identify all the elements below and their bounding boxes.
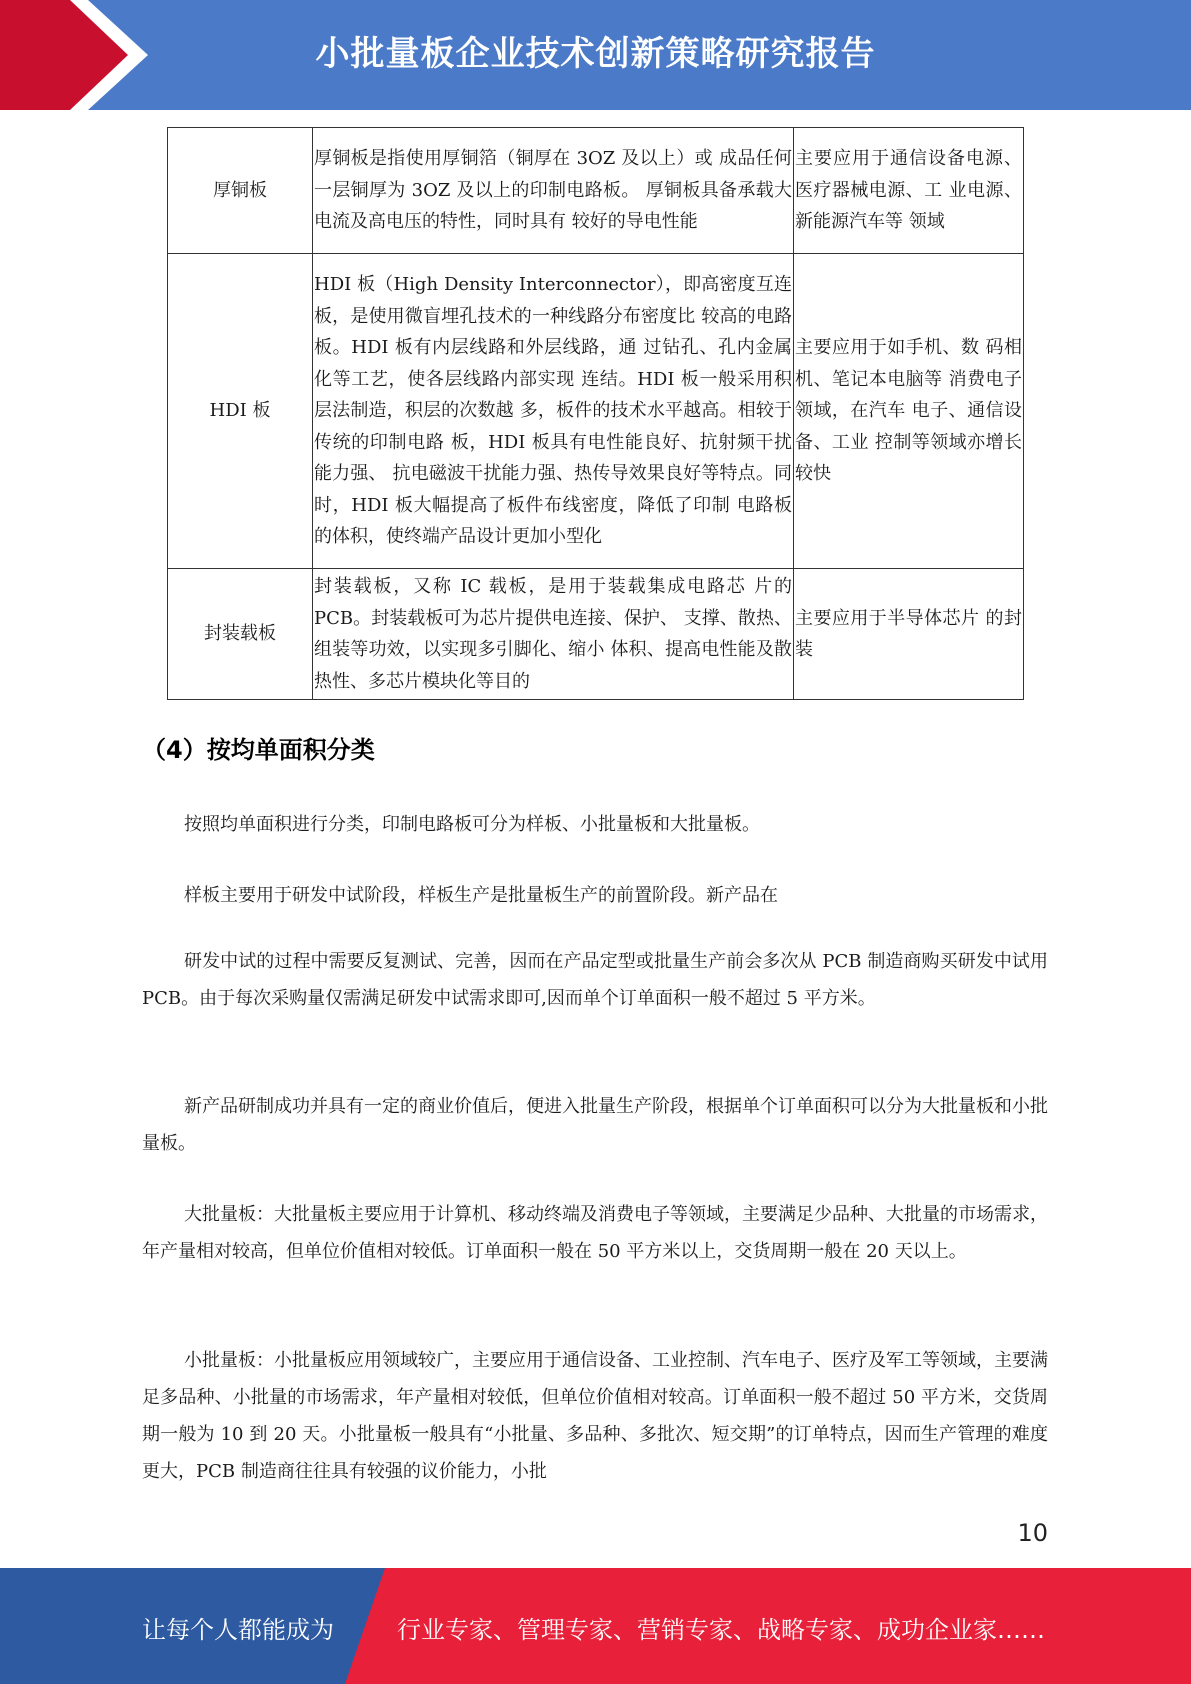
body-paragraph: 大批量板：大批量板主要应用于计算机、移动终端及消费电子等领域，主要满足少品种、大批量的市场需求，年产量相对较高，但单位价值相对较低。订单面积一般在 50 平方米以上，交货周期一般在 20 天以上。 — [142, 1204, 1048, 1262]
table-row — [168, 569, 1024, 700]
pcb-type-table — [167, 127, 1024, 700]
table-cell-name: 厚铜板 — [168, 128, 313, 254]
page-footer — [0, 1568, 1191, 1684]
body-paragraph: 按照均单面积进行分类，印制电路板可分为样板、小批量板和大批量板。 — [184, 814, 760, 835]
table-cell-name: 封装载板 — [168, 569, 313, 700]
table-row — [168, 254, 1024, 569]
report-title: 小批量板企业技术创新策略研究报告 — [315, 34, 876, 74]
footer-slogan-left: 让每个人都能成为 — [142, 1616, 334, 1644]
body-paragraph: 研发中试的过程中需要反复测试、完善，因而在产品定型或批量生产前会多次从 PCB 制造商购买研发中试用 PCB。由于每次采购量仅需满足研发中试需求即可,因而单个订单面积一般不超过 5 平方米。 — [142, 951, 1048, 1009]
table-cell-description: 厚铜板是指使用厚铜箔（铜厚在 3OZ 及以上）或 成品任何一层铜厚为 3OZ 及以上的印制电路板。 厚铜板具备承载大电流及高电压的特性，同时具有 较好的导电性能 — [313, 128, 794, 254]
table-cell-description: HDI 板（High Density Interconnector），即高密度互连板，是使用微盲埋孔技术的一种线路分布密度比 较高的电路板。HDI 板有内层线路和外层线路，通 过钻孔、孔内金属化等工艺，使各层线路内部实现 连结。HDI 板一般采用积层法制造，积层的次数越 多，板件的技术水平越高。相较于传统的印制电路 板，HDI 板具有电性能良好、抗射频干扰能力强、 抗电磁波干扰能力强、热传导效果良好等特点。同 时，HDI 板大幅提高了板件布线密度，降低了印制 电路板的体积，使终端产品设计更加小型化 — [313, 254, 794, 569]
body-paragraph: 新产品研制成功并具有一定的商业价值后，便进入批量生产阶段，根据单个订单面积可以分为大批量板和小批量板。 — [142, 1096, 1048, 1154]
table-cell-application: 主要应用于如手机、数 码相机、笔记本电脑等 消费电子领域，在汽车 电子、通信设备、工业 控制等领域亦增长较快 — [794, 254, 1024, 569]
table-cell-application: 主要应用于通信设备电源、医疗器械电源、工 业电源、新能源汽车等 领域 — [794, 128, 1024, 254]
section-heading: （4）按均单面积分类 — [142, 736, 375, 764]
body-paragraph: 小批量板：小批量板应用领域较广，主要应用于通信设备、工业控制、汽车电子、医疗及军工等领域，主要满足多品种、小批量的市场需求，年产量相对较低，但单位价值相对较高。订单面积一般不超过 50 平方米，交货周期一般为 10 到 20 天。小批量板一般具有“小批量、多品种、多批次、短交期”的订单特点，因而生产管理的难度更大，PCB 制造商往往具有较强的议价能力，小批 — [142, 1350, 1048, 1482]
body-paragraph: 样板主要用于研发中试阶段，样板生产是批量板生产的前置阶段。新产品在 — [184, 885, 778, 906]
page-header — [0, 0, 1191, 110]
table-cell-application: 主要应用于半导体芯片 的封装 — [794, 569, 1024, 700]
page-number: 10 — [1017, 1519, 1048, 1547]
table-cell-description: 封装载板，又称 IC 载板，是用于装载集成电路芯 片的 PCB。封装载板可为芯片提供电连接、保护、 支撑、散热、组装等功效，以实现多引脚化、缩小 体积、提高电性能及散热性、多芯片模块化等目的 — [313, 569, 794, 700]
table-cell-name: HDI 板 — [168, 254, 313, 569]
footer-slogan-right: 行业专家、管理专家、营销专家、战略专家、成功企业家…… — [397, 1616, 1045, 1644]
table-row — [168, 128, 1024, 254]
